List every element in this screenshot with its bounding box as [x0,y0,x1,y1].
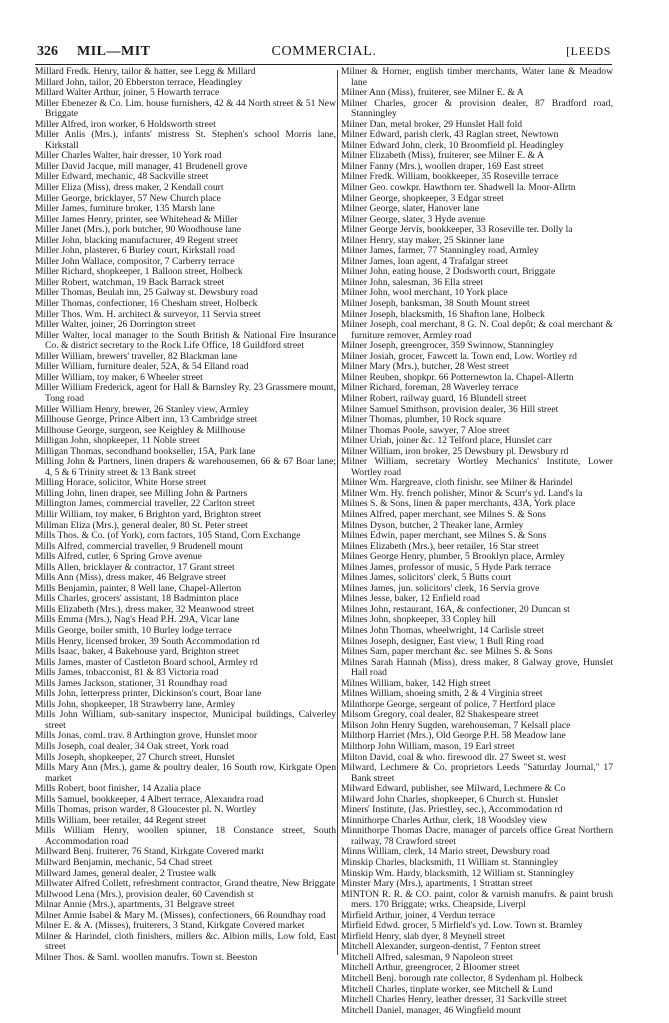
directory-entry: Milner John, wool merchant, 10 York place [341,287,508,299]
directory-entry: Minnithorpe Thomas Dacre, manager of parcels office Great Northern railway, 78 Crawford street [341,825,613,847]
directory-entry: Milnes Dyson, butcher, 2 Theaker lane, Armley [341,519,524,531]
directory-entry: Milton David, coal & who. firewood dlr. 27 Sweet st. west [341,751,566,763]
directory-entry: Millhouse George, surgeon, see Keighley & Millhouse [35,424,246,436]
directory-entry: Millward Benj. fruiterer, 76 Stand, Kirkgate Covered markt [35,846,264,858]
page-header [37,44,611,62]
directory-entry: Miller Charles Walter, hair dresser, 10 York road [35,150,222,162]
directory-entry: Mills Joseph, coal dealer, 34 Oak street, York road [35,741,229,752]
directory-entry: Millward Benjamin, mechanic, 54 Chad street [35,857,213,869]
directory-entry: Millir William, toy maker, 6 Brighton yard, Brighton street [35,508,262,520]
directory-entry: Miller John, blacking manufacturer, 49 Regent street [35,234,238,246]
directory-entry: Milner Joseph, banksman, 38 South Mount street [341,298,530,310]
directory-entry: Milner Annie Isabel & Mary M. (Misses), confectioners, 66 Roundhay road [35,909,326,921]
directory-entry: Millard John, tailor, 20 Ebberston terrace, Headingley [35,76,243,88]
directory-entry: Milner Robert, railway guard, 16 Blundell street [341,392,527,404]
directory-entry: Minskip Charles, blacksmith, 11 William st. Stanningley [341,857,559,869]
directory-entry: Mills Henry, licensed broker, 39 South Accommodation rd [35,635,260,647]
directory-entry: Milner Elizabeth (Miss), fruiterer, see Milner E. & A [341,150,544,162]
directory-entry: Milner Edward, parish clerk, 43 Raglan street, Newtown [341,129,559,141]
directory-entry: Milnes William, shoeing smith, 2 & 4 Virginia street [341,688,543,700]
directory-entry: Milner Wm. Hargreave, cloth finishr. see Milner & Harindel [341,477,573,489]
directory-entry: Miller Alfred, iron worker, 6 Holdsworth street [35,118,216,130]
directory-entry: Mills Robert, boot finisher, 14 Azalia place [35,783,201,795]
directory-entry: Milner James, loan agent, 4 Trafalgar street [341,255,508,267]
directory-entry: Mills Joseph, shopkeeper, 27 Church street, Hunslet [35,751,235,763]
directory-entry: Milnes James, professor of music, 5 Hyde Park terrace [341,561,551,573]
directory-entry: Mills Thos. & Co. (of York), corn factors, 105 Stand, Corn Exchange [35,530,301,542]
directory-entry: Milner Samuel Smithson, provision dealer, 36 Hill street [341,403,559,415]
directory-entry: Mitchell Daniel, manager, 46 Wingfield mount [341,1004,521,1016]
directory-entry: Milnthorpe George, sergeant of police, 7 Hertford place [341,698,556,710]
directory-entry: Milward Edward, publisher, see Milward, Lechmere & Co [341,783,566,795]
directory-entry: Milner George, slater, 3 Hyde avenue [341,213,486,225]
directory-entry: Mills Thomas, prison warder, 8 Gloucester pl. N. Wortley [35,804,257,816]
directory-entry: Millard Walter Arthur, joiner, 5 Howarth terrace [35,87,220,99]
directory-entry: Milner George, shopkeeper, 3 Edgar street [341,192,504,204]
column-divider [337,70,338,955]
directory-entry: Milnes Sarah Hannah (Miss), dress maker, 8 Galway grove, Hunslet Hall road [341,656,613,679]
directory-entry: Milner Fredk. William, bookkeeper, 35 Roseville terrace [341,171,559,183]
directory-entry: Miller David Jacque, mill manager, 41 Brudenell grove [35,160,248,172]
directory-entry: Minnithorpe Charles Arthur, clerk, 18 Woodsley view [341,814,548,826]
directory-entry: Milnes John Thomas, wheelwright, 14 Carlisle street [341,624,544,636]
directory-entry: Mills Isaac, baker, 4 Bakehouse yard, Brighton street [35,646,239,658]
directory-entry: Mitchell Charles Henry, leather dresser, 31 Sackville street [341,994,567,1006]
city-label: [LEEDS [566,44,611,58]
directory-entry: Miller William, furniture dealer, 52A, & 54 Elland road [35,361,249,373]
directory-entry: Milward John Charles, shopkeeper, 6 Church st. Hunslet [341,793,559,805]
directory-entry: Milner Thomas Poole, sawyer, 7 Aloe street [341,424,510,436]
directory-entry: Miller Richard, shopkeeper, 1 Balloon street, Holbeck [35,266,243,278]
directory-entry: Miller William, brewers' traveller, 82 Blackman lane [35,350,238,362]
directory-entry: Millwood Lena (Mrs.), provision dealer, 60 Cavendish st [35,888,254,900]
directory-entry: Milner Thos. & Saml. woollen manufrs. Town st. Beeston [35,951,258,963]
directory-entry: Milner Fanny (Mrs.), woollen draper, 169 East street [341,160,544,172]
directory-entry: Milnes Joseph, designer, East view, 1 Bull Ring road [341,635,544,647]
directory-entry: Milligan Thomas, secondhand bookseller, 15A, Park lane [35,445,256,457]
directory-entry: Mitchell Alexander, surgeon-dentist, 7 Fenton street [341,941,541,953]
directory-entry: Milnes Sam, paper merchant &c. see Milnes S. & Sons [341,646,553,658]
directory-entry: Miller Edward, mechanic, 48 Sackville street [35,171,209,183]
directory-entry: Minns William, clerk, 14 Mario street, Dewsbury road [341,846,550,858]
directory-entry: Mills Emma (Mrs.), Nag's Head P.H. 29A, Vicar lane [35,614,240,626]
directory-entry: Miller James Henry, printer, see Whitehead & Miller [35,213,238,225]
directory-entry: Milner Joseph, blacksmith, 16 Shafton lane, Holbeck [341,308,545,320]
name-range: MIL—MIT [77,44,151,59]
directory-entry: Milward, Lechmere & Co. proprietors Leeds "Saturday Journal," 17 Bank street [341,762,613,784]
left-column [35,67,336,963]
directory-entry: Milnes William, baker, 142 High street [341,677,491,689]
directory-entry: Miller Robert, watchman, 19 Back Barrack street [35,276,225,288]
directory-entry: Milner Edward John, clerk, 10 Broomfield pl. Headingley [341,139,564,151]
directory-entry: Miller John Wallace, compositor, 7 Carberry terrace [35,255,235,267]
directory-entry: Minskip Wm. Hardy, blacksmith, 12 William st. Stanningley [341,867,574,879]
directory-entry: Mills Charles, grocers' assistant, 18 Badminton place [35,593,239,605]
directory-entry: Milner Joseph, coal merchant, 8 G. N. Coal depôt; & coal merchant & furniture remover, Armley road [341,319,613,341]
directory-entry: Milthorp Harriet (Mrs.), Old George P.H. 58 Meadow lane [341,730,566,742]
directory-entry: Milner Henry, stay maker, 25 Skinner lane [341,234,505,246]
directory-entry: Milsom Gregory, coal dealer, 82 Shakespeare street [341,709,539,721]
directory-entry: Miller Ebenezer & Co. Lim. house furnishers, 42 & 44 North street & 51 New Briggate [35,97,336,120]
directory-entry: Minster Mary (Mrs.), apartments, 1 Strattan street [341,878,533,890]
directory-entry: Mills Benjamin, painter, 8 Well lane, Chapel-Allerton [35,582,242,594]
directory-entry: Milner & Harindel, cloth finishers, millers &c. Albion mills, Low fold, East street [35,930,336,953]
directory-entry: Millman Eliza (Mrs.), general dealer, 80 St. Peter street [35,519,248,531]
directory-entry: Milnes John, restaurant, 16A, & confectioner, 20 Duncan st [341,603,570,615]
directory-entry: Milling John, linen draper, see Milling John & Partners [35,487,248,499]
directory-entry: Milner Charles, grocer & provision dealer, 87 Bradford road, Stanningley [341,97,613,120]
directory-entry: Miller Thomas, confectioner, 16 Chesham street, Holbeck [35,298,258,310]
directory-entry: Mirfield Arthur, joiner, 4 Verdun terrace [341,909,495,921]
header-rule [35,64,612,65]
directory-entry: Miller Walter, joiner, 26 Dorrington street [35,319,196,331]
directory-entry: Mills John, shopkeeper, 18 Strawberry lane, Armley [35,698,236,710]
directory-entry: Mills James, master of Castleton Board school, Armley rd [35,656,258,668]
directory-entry: Milnes Elizabeth (Mrs.), beer retailer, 16 Star street [341,540,539,552]
directory-entry: Miller William Frederick, agent for Hall & Barnsley Ry. 23 Grassmere mount, Tong road [35,382,336,404]
directory-entry: Milner Thomas, plumber, 10 Rock square [341,414,502,426]
directory-entry: Milner Josiah, grocer, Fawcett la. Town end, Low. Wortley rd [341,350,577,362]
page-number: 326 [37,44,58,59]
directory-entry: Milnes John, shopkeeper, 33 Copley hill [341,614,496,626]
directory-entry: Miller William Henry, brewer, 26 Stanley view, Armley [35,403,249,415]
directory-entry: Mirfield Edwd. grocer, 5 Mirfield's yd. Low. Town st. Bramley [341,920,583,932]
directory-entry: Milner Joseph, greengrocer, 359 Swinnow, Stanningley [341,340,554,352]
directory-entry: Milnes James, jun. solicitors' clerk, 16 Servia grove [341,582,540,594]
directory-entry: Mills Mary Ann (Mrs.), game & poultry dealer, 16 South row, Kirkgate Open market [35,762,336,784]
directory-entry: Miller Anlis (Mrs.), infants' mistress St. Stephen's school Morris lane, Kirkstall [35,129,336,151]
directory-entry: Miners' Institute, (Jas. Priestley, sec.), Accommodation rd [341,804,563,816]
directory-entry: Milner John, eating house, 2 Dodsworth court, Briggate [341,266,556,278]
directory-entry: Miller Thomas, Beulah inn, 25 Galway st. Dewsbury road [35,287,258,299]
directory-entry: Milner George Jervis, bookkeeper, 33 Roseville ter. Dolly la [341,224,573,236]
directory-entry: Milner Geo. cowkpr. Hawthorn ter. Shadwell la. Moor-Allrtn [341,182,576,194]
directory-entry: Milner Reuben, shopkpr. 66 Potternewton la. Chapel-Allertn [341,371,574,383]
directory-entry: Millard Fredk. Henry, tailor & hatter, see Legg & Millard [35,66,256,77]
directory-entry: Milner Mary (Mrs.), butcher, 28 West street [341,361,509,373]
directory-entry: Mitchell Alfred, salesman, 9 Napoleon street [341,951,513,963]
directory-entry: Mills William, beer retailer, 44 Regent street [35,814,207,826]
directory-entry: Miller James, furniture broker, 135 Marsh lane [35,203,215,215]
directory-entry: Milligan John, shopkeeper, 11 Noble street [35,435,200,447]
directory-entry: Miller William, toy maker, 6 Wheeler street [35,371,203,383]
directory-entry: Mills William Henry, woollen spinner, 18 Constance street, South Accommodation road [35,825,336,847]
directory-entry: Milnes Alfred, paper merchant, see Milnes S. & Sons [341,508,546,520]
directory-entry: Milner E. & A. (Misses), fruiterers, 3 Stand, Kirkgate Covered market [35,920,305,932]
directory-entry: Milling John & Partners, linen drapers & warehousemen, 66 & 67 Boar lane; 4, 5 & 6 Trinity street & 13 Bank street [35,456,336,478]
directory-entry: Millward James, general dealer, 2 Trustee walk [35,867,217,879]
directory-entry: Milner William, secretary Wortley Mechanics' Institute, Lower Wortley road [341,456,613,478]
directory-entry: Milner Richard, foreman, 28 Waverley terrace [341,382,519,394]
directory-entry: Mills Samuel, bookkeeper, 4 Albert terrace, Alexandra road [35,793,264,805]
directory-entry: Mills Elizabeth (Mrs.), dress maker, 32 Meanwood street [35,603,255,615]
directory-entry: Milner Dan, metal broker, 29 Hunslet Hall fold [341,118,523,130]
directory-entry: Millwater Alfred Collett, refreshment contractor, Grand theatre, New Briggate [35,878,336,890]
directory-entry: Mills Allen, bricklayer & contractor, 17 Grant street [35,561,235,573]
directory-entry: Miller Walter, local manager to the South British & National Fire Insurance Co. & district secretary to the Rock Life Office, 18 Guildford street [35,329,336,352]
directory-entry: MINTON R. R. & CO. paint, color & varnish manufrs. & paint brush mers. 170 Briggate; wrks. Cheapside, Liverpl [341,888,613,911]
directory-entry: Mills James, tobacconist, 81 & 83 Victoria road [35,667,219,679]
directory-entry: Mirfield Henry, slab dyer, 8 Meynell street [341,930,506,942]
directory-entry: Mitchell Arthur, greengrocer, 2 Bloomer street [341,962,520,974]
directory-entry: Millington James, commercial traveller, 22 Carlton street [35,498,255,510]
directory-entry: Mills Alfred, cutler, 6 Spring Grove avenue [35,551,202,563]
directory-entry: Miller Eliza (Miss), dress maker, 2 Kendall court [35,182,224,194]
directory-entry: Milnes Edwin, paper merchant, see Milnes S. & Sons [341,530,547,542]
directory-entry: Milnar Annie (Mrs.), apartments, 31 Belgrave street [35,899,235,911]
directory-entry: Mills John, letterpress printer, Dickinson's court, Boar lane [35,688,262,700]
directory-entry: Mills George, boiler smith, 10 Burley lodge terrace [35,624,232,636]
directory-entry: Milnes S. & Sons, linen & paper merchants, 43A, York place [341,498,576,510]
directory-entry: Milthorp John William, mason, 19 Earl street [341,741,515,752]
directory-entry: Mills John William, sub-sanitary inspector, Municipal buildings, Calverley street [35,709,336,731]
directory-entry: Mills Ann (Miss), dress maker, 46 Belgrave street [35,572,227,584]
right-column [341,67,613,1016]
directory-entry: Miller Thos. Wm. H. architect & surveyor, 11 Servia street [35,308,261,320]
directory-entry: Milner Uriah, joiner &c. 12 Telford place, Hunslet carr [341,435,552,447]
directory-entry: Milnes George Henry, plumber, 5 Brooklyn place, Armley [341,551,565,563]
section-title: COMMERCIAL. [271,44,377,59]
directory-entry: Milner George, slater, Hanover lane [341,203,479,215]
directory-entry: Milner William, iron broker, 25 Dewsbury pl. Dewsbury rd [341,445,569,457]
directory-entry: Mills James Jackson, stationer, 31 Roundhay road [35,677,227,689]
directory-entry: Milnes James, solicitors' clerk, 5 Butts court [341,572,512,584]
directory-entry: Mills Alfred, commercial traveller, 9 Brudenell mount [35,540,243,552]
directory-entry: Milner Wm. Hy. french polisher, Minor & Scurr's yd. Land's la [341,487,583,499]
directory-entry: Milner & Horner, english timber merchants, Water lane & Meadow lane [341,66,613,88]
directory-entry: Miller George, bricklayer, 57 New Church place [35,192,221,204]
directory-entry: Milling Horace, solicitor, White Horse street [35,477,207,489]
directory-entry: Miller John, plasterer, 6 Burley court, Kirkstall road [35,245,235,257]
directory-entry: Milnes Jesse, baker, 12 Enfield road [341,593,480,605]
directory-entry: Miller Janet (Mrs.), pork butcher, 90 Woodhouse lane [35,224,241,236]
directory-entry: Mitchell Charles, tinplate worker, see Mitchell & Lund [341,983,553,995]
directory-entry: Milson John Henry Sugden, warehouseman, 7 Kelsall place [341,719,571,731]
directory-entry: Mitchell Benj. borough rate collector, 8 Sydenham pl. Holbeck [341,973,583,985]
directory-entry: Milner John, salesman, 36 Ella street [341,276,484,288]
directory-entry: Milner James, farmer, 77 Stanningley road, Armley [341,245,539,257]
directory-entry: Millhouse George, Prince Albert inn, 13 Cambridge street [35,414,258,426]
directory-entry: Milner Ann (Miss), fruiterer, see Milner E. & A [341,87,524,99]
directory-entry: Mills Jonas, coml. trav. 8 Arthington grove, Hunslet moor [35,730,258,742]
